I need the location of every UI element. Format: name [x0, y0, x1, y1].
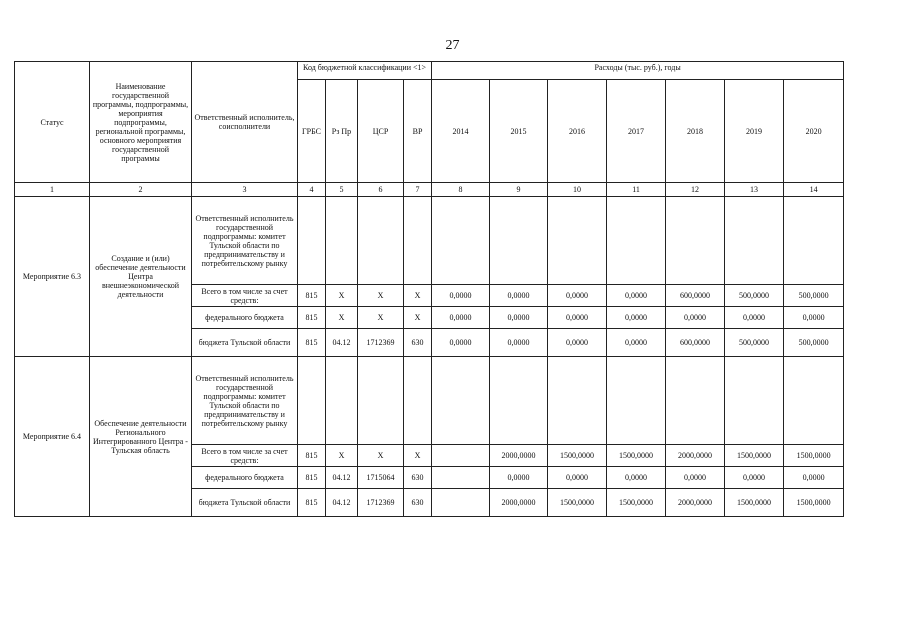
value-cell: 500,0000: [784, 329, 844, 357]
executor-cell: Ответственный исполнитель государственной подпрограммы: комитет Тульской области по предпринимательству и потребительскому рынку: [192, 197, 298, 285]
table-row: [15, 357, 844, 445]
value-cell: [490, 357, 548, 445]
value-cell: [490, 197, 548, 285]
vr-cell: X: [404, 307, 432, 329]
status-cell: Мероприятие 6.4: [15, 357, 90, 517]
value-cell: [432, 489, 490, 517]
value-cell: 0,0000: [607, 329, 666, 357]
value-cell: 0,0000: [490, 329, 548, 357]
column-number: 2: [90, 183, 192, 197]
value-cell: 1500,0000: [548, 489, 607, 517]
value-cell: 0,0000: [725, 467, 784, 489]
rzpr-cell: X: [326, 307, 358, 329]
header-executor: Ответственный исполнитель, соисполнители: [192, 62, 298, 183]
header-year: 2020: [784, 80, 844, 183]
value-cell: [432, 467, 490, 489]
value-cell: [432, 197, 490, 285]
value-cell: 0,0000: [432, 307, 490, 329]
header-year: 2018: [666, 80, 725, 183]
value-cell: [607, 357, 666, 445]
csr-cell: X: [358, 285, 404, 307]
header-status: Статус: [15, 62, 90, 183]
header-year: 2016: [548, 80, 607, 183]
value-cell: 2000,0000: [490, 489, 548, 517]
column-number: 7: [404, 183, 432, 197]
page-number: 27: [445, 38, 460, 53]
value-cell: [784, 197, 844, 285]
header-budget-code: Код бюджетной классификации <1>: [298, 62, 432, 80]
rzpr-cell: 04.12: [326, 467, 358, 489]
value-cell: 0,0000: [548, 285, 607, 307]
rzpr-cell: X: [326, 285, 358, 307]
value-cell: 1500,0000: [725, 445, 784, 467]
header-vr: ВР: [404, 80, 432, 183]
value-cell: 600,0000: [666, 329, 725, 357]
value-cell: 0,0000: [432, 329, 490, 357]
column-number: 5: [326, 183, 358, 197]
column-number: 12: [666, 183, 725, 197]
value-cell: [666, 197, 725, 285]
value-cell: 0,0000: [666, 467, 725, 489]
vr-cell: 630: [404, 329, 432, 357]
grbs-cell: 815: [298, 285, 326, 307]
budget-table: [14, 61, 844, 517]
column-number: 10: [548, 183, 607, 197]
value-cell: 500,0000: [725, 329, 784, 357]
table-row: [15, 197, 844, 285]
value-cell: 2000,0000: [490, 445, 548, 467]
value-cell: [725, 357, 784, 445]
value-cell: [607, 197, 666, 285]
value-cell: 1500,0000: [784, 489, 844, 517]
header-year: 2017: [607, 80, 666, 183]
value-cell: 0,0000: [666, 307, 725, 329]
value-cell: [548, 197, 607, 285]
value-cell: 1500,0000: [607, 445, 666, 467]
name-cell: Создание и (или) обеспечение деятельности Центра внешнеэкономической деятельности: [90, 197, 192, 357]
value-cell: 0,0000: [490, 467, 548, 489]
vr-cell: X: [404, 285, 432, 307]
grbs-cell: 815: [298, 329, 326, 357]
column-number-row: [15, 183, 844, 197]
value-cell: 1500,0000: [725, 489, 784, 517]
header-rzpr: Рз Пр: [326, 80, 358, 183]
header-year: 2019: [725, 80, 784, 183]
value-cell: 500,0000: [725, 285, 784, 307]
value-cell: 0,0000: [607, 285, 666, 307]
csr-cell: X: [358, 445, 404, 467]
executor-cell: Всего в том числе за счет средств:: [192, 445, 298, 467]
rzpr-cell: 04.12: [326, 329, 358, 357]
column-number: 14: [784, 183, 844, 197]
value-cell: 0,0000: [548, 467, 607, 489]
header-csr: ЦСР: [358, 80, 404, 183]
value-cell: 0,0000: [548, 329, 607, 357]
grbs-cell: 815: [298, 489, 326, 517]
header-grbs: ГРБС: [298, 80, 326, 183]
value-cell: 2000,0000: [666, 489, 725, 517]
rzpr-cell: X: [326, 445, 358, 467]
rzpr-cell: [326, 357, 358, 445]
value-cell: [432, 357, 490, 445]
value-cell: 0,0000: [607, 307, 666, 329]
grbs-cell: 815: [298, 445, 326, 467]
csr-cell: [358, 197, 404, 285]
grbs-cell: 815: [298, 467, 326, 489]
value-cell: 0,0000: [490, 307, 548, 329]
rzpr-cell: 04.12: [326, 489, 358, 517]
value-cell: 600,0000: [666, 285, 725, 307]
rzpr-cell: [326, 197, 358, 285]
value-cell: [666, 357, 725, 445]
value-cell: 1500,0000: [548, 445, 607, 467]
status-cell: Мероприятие 6.3: [15, 197, 90, 357]
header-year: 2014: [432, 80, 490, 183]
value-cell: [725, 197, 784, 285]
value-cell: 500,0000: [784, 285, 844, 307]
value-cell: 1500,0000: [607, 489, 666, 517]
executor-cell: Всего в том числе за счет средств:: [192, 285, 298, 307]
vr-cell: [404, 357, 432, 445]
column-number: 13: [725, 183, 784, 197]
column-number: 1: [15, 183, 90, 197]
vr-cell: X: [404, 445, 432, 467]
executor-cell: федерального бюджета: [192, 307, 298, 329]
value-cell: 1500,0000: [784, 445, 844, 467]
header-row-1: [15, 62, 844, 80]
value-cell: 0,0000: [607, 467, 666, 489]
vr-cell: [404, 197, 432, 285]
grbs-cell: [298, 197, 326, 285]
csr-cell: 1712369: [358, 329, 404, 357]
name-cell: Обеспечение деятельности Регионального Интегрированного Центра - Тульская область: [90, 357, 192, 517]
value-cell: 0,0000: [490, 285, 548, 307]
executor-cell: Ответственный исполнитель государственной подпрограммы: комитет Тульской области по предпринимательству и потребительскому рынку: [192, 357, 298, 445]
header-year: 2015: [490, 80, 548, 183]
column-number: 11: [607, 183, 666, 197]
value-cell: 2000,0000: [666, 445, 725, 467]
executor-cell: бюджета Тульской области: [192, 489, 298, 517]
value-cell: 0,0000: [432, 285, 490, 307]
value-cell: 0,0000: [784, 307, 844, 329]
grbs-cell: 815: [298, 307, 326, 329]
value-cell: [432, 445, 490, 467]
csr-cell: [358, 357, 404, 445]
csr-cell: 1715064: [358, 467, 404, 489]
csr-cell: X: [358, 307, 404, 329]
value-cell: 0,0000: [548, 307, 607, 329]
vr-cell: 630: [404, 467, 432, 489]
column-number: 3: [192, 183, 298, 197]
header-expenses: Расходы (тыс. руб.), годы: [432, 62, 844, 80]
value-cell: 0,0000: [725, 307, 784, 329]
column-number: 6: [358, 183, 404, 197]
column-number: 8: [432, 183, 490, 197]
executor-cell: федерального бюджета: [192, 467, 298, 489]
vr-cell: 630: [404, 489, 432, 517]
executor-cell: бюджета Тульской области: [192, 329, 298, 357]
value-cell: [548, 357, 607, 445]
column-number: 9: [490, 183, 548, 197]
value-cell: 0,0000: [784, 467, 844, 489]
value-cell: [784, 357, 844, 445]
grbs-cell: [298, 357, 326, 445]
column-number: 4: [298, 183, 326, 197]
csr-cell: 1712369: [358, 489, 404, 517]
header-name: Наименование государственной программы, подпрограммы, мероприятия подпрограммы, региональной программы, основного мероприятия государственной программы: [90, 62, 192, 183]
